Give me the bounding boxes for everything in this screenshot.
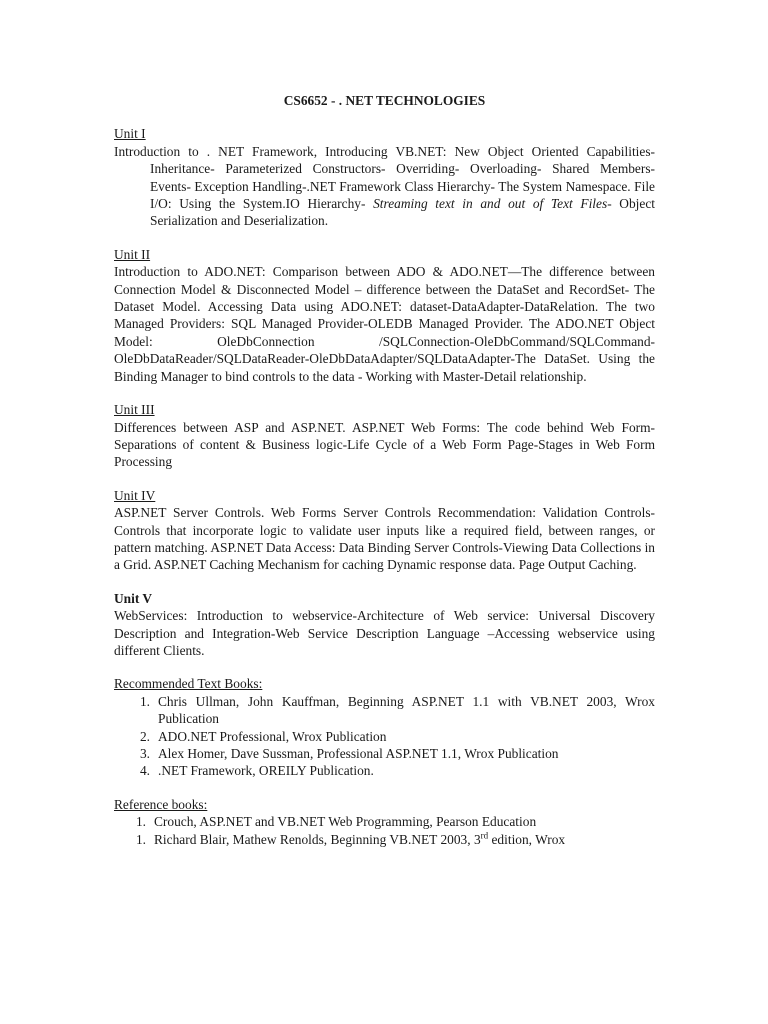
- unit-1-heading: Unit I: [114, 126, 146, 142]
- unit-5-heading: Unit V: [114, 590, 153, 606]
- reference-books-section: [114, 796, 655, 848]
- list-item: [114, 831, 655, 848]
- list-item: [114, 728, 655, 745]
- reference-text-a: Richard Blair, Mathew Renolds, Beginning VB.NET 2003, 3: [154, 831, 481, 847]
- syllabus-page: [114, 92, 655, 864]
- unit-3-heading: Unit III: [114, 402, 155, 418]
- list-item-number: 3.: [139, 746, 150, 761]
- unit-4: [114, 487, 655, 574]
- document-title: CS6652 - . NET TECHNOLOGIES: [283, 93, 486, 108]
- list-item-text: ADO.NET Professional, Wrox Publication: [158, 728, 387, 744]
- unit-2: [114, 246, 655, 385]
- list-item-text: [154, 831, 655, 848]
- unit-1-content: [114, 143, 655, 230]
- list-item-text: Alex Homer, Dave Sussman, Professional ASP.NET 1.1, Wrox Publication: [158, 746, 559, 761]
- reference-books-heading: Reference books:: [114, 796, 208, 812]
- unit-4-heading: Unit IV: [114, 487, 156, 503]
- unit-1-text-b: - Object Serialization and Deserialization.: [150, 196, 655, 229]
- unit-5-content: WebServices: Introduction to webservice-Architecture of Web service: Universal Discovery Description and Integration-Web Service Description Language –Accessing webservice using different Clients.: [114, 608, 655, 658]
- unit-1-text-a: Introduction to . NET Framework, Introducing VB.NET: New Object Oriented Capabilities- Inheritance- Parameterized Constructors- Overriding- Overloading- Shared Members- Events- Exception Handling-.NET Framework Class Hierarchy- The System Namespace. File I/O: Using the System.IO Hierarchy-: [114, 143, 655, 212]
- unit-4-content: ASP.NET Server Controls. Web Forms Server Controls Recommendation: Validation Controls-Controls that incorporate logic to validate user inputs like a required field, between ranges, or pattern matching. ASP.NET Data Access: Data Binding Server Controls-Viewing Data Collections in a Grid. ASP.NET Caching Mechanism for caching Dynamic response data. Page Output Caching.: [114, 505, 655, 573]
- unit-1-text-italic: Streaming text in and out of Text Files: [373, 196, 608, 212]
- text-books-section: [114, 675, 655, 779]
- unit-2-content: Introduction to ADO.NET: Comparison between ADO & ADO.NET—The difference between Connection Model & Disconnected Model – difference between the DataSet and RecordSet- The Dataset Model. Accessing Data using ADO.NET: dataset-DataAdapter-DataRelation. The two Managed Providers: SQL Managed Provider-OLEDB Managed Provider. The ADO.NET Object Model: OleDbConnection /SQLConnection-OleDbCommand/SQLCommand-OleDbDataReader/SQLDataReader-OleDbDataAdapter/SQLDataAdapter-The DataSet. Using the Binding Manager to bind controls to the data - Working with Master-Detail relationship.: [114, 264, 655, 384]
- list-item-text: Chris Ullman, John Kauffman, Beginning ASP.NET 1.1 with VB.NET 2003, Wrox Publication: [158, 693, 655, 727]
- reference-books-list: [114, 813, 655, 848]
- list-item-text: Crouch, ASP.NET and VB.NET Web Programming, Pearson Education: [154, 814, 537, 830]
- list-item: [114, 813, 655, 830]
- unit-3: [114, 401, 655, 471]
- reference-text-b: edition, Wrox: [488, 831, 566, 847]
- list-item: [114, 745, 655, 762]
- list-item-text: .NET Framework, OREILY Publication.: [158, 763, 374, 779]
- list-item: [114, 693, 655, 728]
- list-item: [114, 762, 655, 779]
- list-item-number: 2.: [139, 728, 150, 744]
- unit-3-content: Differences between ASP and ASP.NET. ASP.NET Web Forms: The code behind Web Form-Separations of content & Business logic-Life Cycle of a Web Form Page-Stages in Web Form Processing: [114, 419, 655, 470]
- ordinal-superscript: rd: [480, 830, 489, 841]
- list-item-number: 1.: [139, 693, 150, 709]
- unit-5: [114, 590, 655, 660]
- list-item-number: 1.: [135, 831, 146, 847]
- unit-1: [114, 125, 655, 229]
- text-books-list: [114, 693, 655, 780]
- list-item-number: 1.: [135, 814, 146, 830]
- text-books-heading: Recommended Text Books:: [114, 676, 263, 692]
- unit-2-heading: Unit II: [114, 246, 151, 262]
- list-item-number: 4.: [139, 763, 150, 779]
